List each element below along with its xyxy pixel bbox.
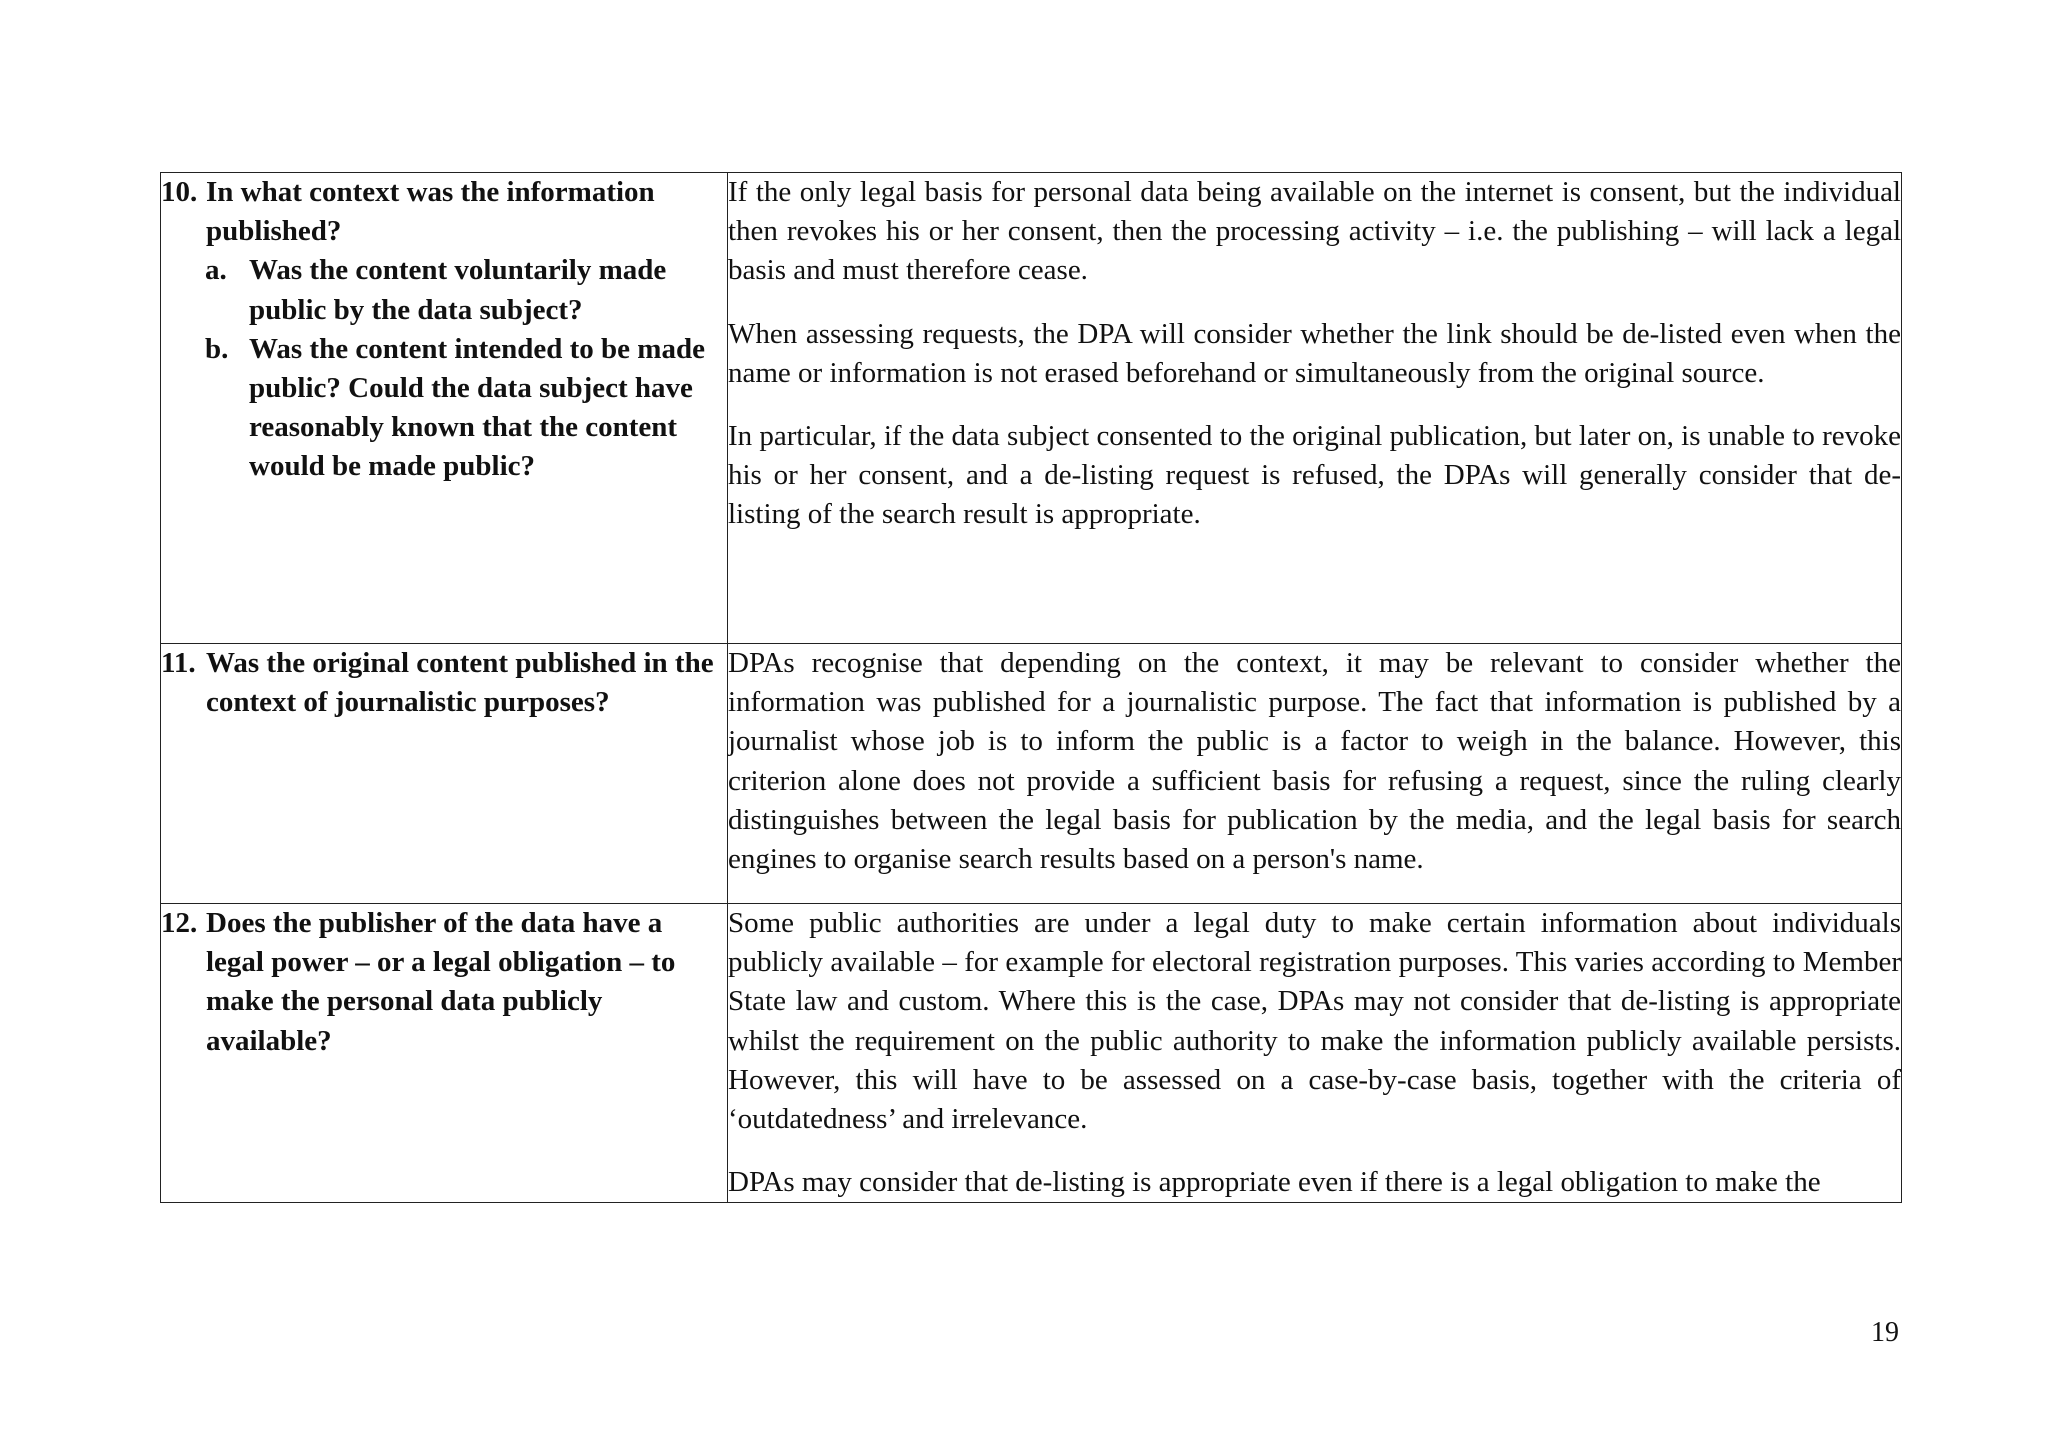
- answer-paragraph: If the only legal basis for personal data being available on the internet is consent, but the individual then revokes his or her consent, then the processing activity – i.e. the publishing – will lack a legal basis and must therefore cease.: [728, 176, 1901, 287]
- sub-question-text: Was the content voluntarily made public by the data subject?: [249, 254, 667, 326]
- question-cell: [161, 644, 728, 904]
- answer-paragraph: When assessing requests, the DPA will consider whether the link should be de-listed even when the name or information is not erased beforehand or simultaneously from the original source.: [728, 317, 1901, 389]
- answer-paragraph: DPAs recognise that depending on the context, it may be relevant to consider whether the information was published for a journalistic purpose. The fact that information is published by a journalist whose job is to inform the public is a factor to weigh in the balance. However, this criterion alone does not provide a sufficient basis for refusing a request, since the ruling clearly distinguishes between the legal basis for publication by the media, and the legal basis for search engines to organise search results based on a person's name.: [728, 647, 1901, 876]
- question-number: 11.: [161, 647, 196, 679]
- question-text: Was the original content published in the context of journalistic purposes?: [206, 647, 714, 719]
- answer-paragraph: In particular, if the data subject consented to the original publication, but later on, is unable to revoke his or her consent, and a de-listing request is refused, the DPAs will generally consider that de-listing of the search result is appropriate.: [728, 420, 1901, 531]
- table-row: [161, 173, 1902, 644]
- answer-cell: [728, 904, 1902, 1203]
- sub-question: [205, 330, 727, 487]
- page-number: 19: [1871, 1317, 1899, 1348]
- sub-question-text: Was the content intended to be made public? Could the data subject have reasonably known that the content would be made public?: [249, 332, 705, 483]
- answer-paragraph: DPAs may consider that de-listing is appropriate even if there is a legal obligation to make the: [728, 1166, 1821, 1199]
- criteria-table: [160, 172, 1902, 1203]
- question-number: 12.: [161, 907, 198, 939]
- question-text: Does the publisher of the data have a legal power – or a legal obligation – to make the personal data publicly available?: [206, 907, 676, 1057]
- sub-question-letter: a.: [205, 254, 227, 287]
- question-number: 10.: [161, 176, 198, 208]
- table-row: [161, 644, 1902, 904]
- question-cell: [161, 173, 728, 644]
- sub-question-list: [205, 251, 727, 486]
- question-text: In what context was the information published?: [206, 176, 655, 248]
- answer-cell: [728, 173, 1902, 644]
- table-row: [161, 904, 1902, 1203]
- answer-paragraph: Some public authorities are under a legal duty to make certain information about individuals publicly available – for example for electoral registration purposes. This varies according to Member State law and custom. Where this is the case, DPAs may not consider that de-listing is appropriate whilst the requirement on the public authority to make the information publicly available persists. However, this will have to be assessed on a case-by-case basis, together with the criteria of ‘outdatedness’ and irrelevance.: [728, 907, 1901, 1136]
- sub-question: [205, 251, 727, 329]
- question-cell: [161, 904, 728, 1203]
- sub-question-letter: b.: [205, 332, 229, 365]
- answer-cell: [728, 644, 1902, 904]
